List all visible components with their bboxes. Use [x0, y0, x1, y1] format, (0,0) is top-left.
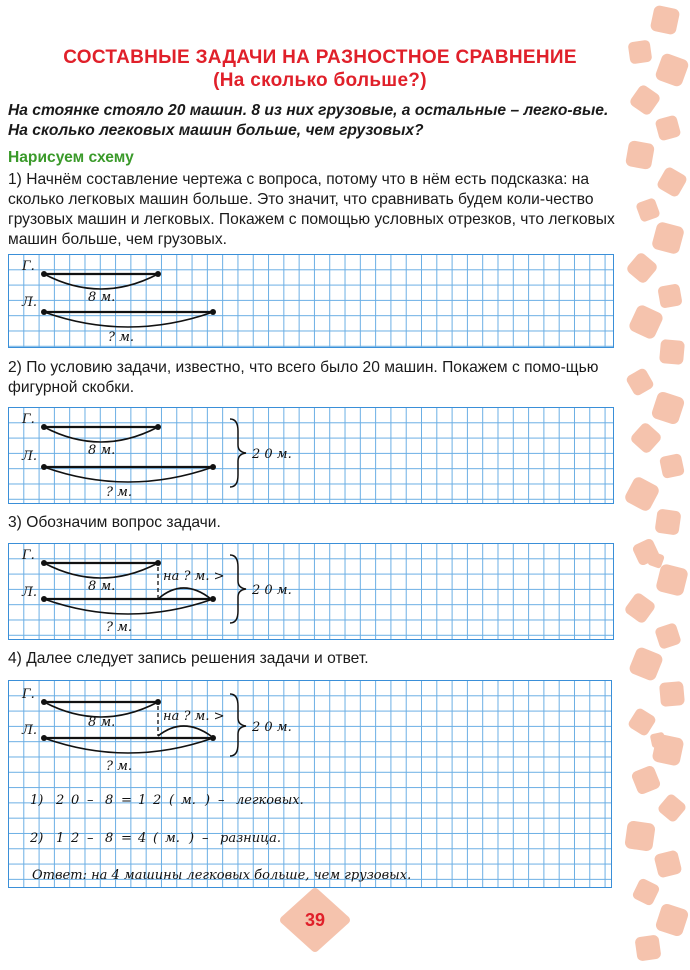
trucks-value: 8 м.: [88, 290, 116, 305]
sol-token: 1: [56, 831, 65, 846]
diagram-1: [8, 254, 614, 348]
question-arc: [158, 726, 211, 736]
total-brace: [230, 555, 246, 623]
decor-square: [650, 390, 685, 425]
decor-square: [655, 563, 689, 597]
decor-square: [654, 622, 682, 650]
total-brace: [230, 419, 246, 487]
sol-token: легковых.: [236, 793, 304, 808]
label-cars: Л.: [22, 585, 37, 600]
answer-line: Ответ: на 4 машины легковых больше, чем грузовых.: [32, 868, 412, 883]
step-2-text: 2) По условию задачи, известно, что всего было 20 машин. Покажем с помо-щью фигурной скобки.: [8, 359, 599, 396]
decor-square: [654, 232, 670, 248]
label-trucks: Г.: [22, 548, 35, 563]
decor-square: [629, 421, 663, 455]
label-trucks: Г.: [22, 259, 35, 274]
question-label: на ? м. >: [163, 569, 225, 584]
sol-token: 1): [30, 793, 44, 808]
sol-token: –: [87, 831, 94, 846]
sol-token: м.: [181, 793, 196, 808]
decor-square: [659, 339, 685, 365]
label-cars: Л.: [22, 449, 37, 464]
decor-square: [631, 877, 660, 906]
decor-square: [625, 251, 659, 285]
total-value: 2 0 м.: [252, 583, 292, 598]
step-3-text: 3) Обозначим вопрос задачи.: [8, 514, 221, 531]
decor-square: [659, 453, 685, 479]
question-label: на ? м. >: [163, 709, 225, 724]
step-1-text: 1) Начнём составление чертежа с вопроса, потому что в нём есть подсказка: на сколько легковых машин больше. Это значит, что сравнивать будем коли-чество грузовых машин и легковых. Покажем с помощью условных отрезков, что легковых машин больше, чем грузовых.: [8, 171, 615, 248]
decor-square: [625, 140, 655, 170]
sol-token: =: [121, 793, 132, 808]
decor-square: [654, 52, 690, 88]
decor-square: [656, 166, 689, 199]
sol-token: (: [169, 793, 175, 808]
sol-token: 8: [105, 831, 114, 846]
total-value: 2 0 м.: [252, 447, 292, 462]
label-trucks: Г.: [22, 412, 35, 427]
sol-token: 0: [71, 793, 80, 808]
cars-value: ? м.: [106, 620, 133, 635]
decor-square: [635, 197, 661, 223]
trucks-value: 8 м.: [88, 579, 116, 594]
decor-square: [623, 475, 661, 513]
decor-square: [627, 707, 657, 737]
diagram-3: [8, 543, 614, 640]
sol-token: –: [87, 793, 94, 808]
sol-token: 2: [153, 793, 162, 808]
cars-value: ? м.: [106, 485, 133, 500]
cars-arc: [44, 467, 213, 482]
total-value: 2 0 м.: [252, 720, 292, 735]
subheading: Нарисуем схему: [8, 149, 134, 166]
step-4-text: 4) Далее следует запись решения задачи и ответ.: [8, 650, 369, 667]
decor-square: [630, 764, 661, 795]
sol-token: 4: [138, 831, 147, 846]
label-cars: Л.: [22, 295, 37, 310]
sol-token: м.: [165, 831, 180, 846]
cars-arc: [44, 599, 213, 614]
decor-square: [628, 646, 664, 682]
sol-token: 2: [71, 831, 80, 846]
decor-square: [628, 83, 661, 116]
sol-token: разница.: [220, 831, 282, 846]
trucks-value: 8 м.: [88, 715, 116, 730]
decor-square: [627, 303, 664, 340]
problem-text: На стоянке стояло 20 машин. 8 из них грузовые, а остальные – легко-вые. На сколько легковых машин больше, чем грузовых?: [8, 102, 609, 139]
trucks-arc: [44, 274, 158, 289]
title-line-2: (На сколько больше?): [213, 70, 427, 91]
decor-square: [650, 5, 681, 36]
page-title: [40, 46, 600, 92]
decor-square: [657, 793, 688, 824]
title-line-1: СОСТАВНЫЕ ЗАДАЧИ НА РАЗНОСТНОЕ СРАВНЕНИЕ: [63, 47, 577, 68]
decor-square: [659, 681, 685, 707]
sol-token: 2): [30, 831, 44, 846]
decor-square: [654, 902, 689, 937]
decor-square: [657, 283, 682, 308]
solution-line-2: [30, 831, 281, 846]
sol-token: (: [153, 831, 159, 846]
sol-token: 1: [138, 793, 147, 808]
sol-token: ): [205, 793, 211, 808]
label-trucks: Г.: [22, 687, 35, 702]
decor-square: [655, 115, 682, 142]
label-cars: Л.: [22, 723, 37, 738]
cars-value: ? м.: [108, 330, 135, 345]
decor-square: [654, 508, 681, 535]
total-brace: [230, 694, 246, 756]
decor-square: [628, 40, 653, 65]
cars-arc: [44, 738, 213, 753]
diagram-2: [8, 407, 614, 504]
diagram-4: [8, 680, 612, 888]
page-number: 39: [304, 909, 326, 930]
solution-line-1: [30, 793, 304, 808]
decor-square: [624, 820, 656, 852]
sol-token: =: [121, 831, 132, 846]
trucks-arc: [44, 563, 158, 578]
decor-square: [625, 367, 655, 397]
decor-square: [653, 849, 682, 878]
cars-value: ? м.: [106, 759, 133, 774]
cars-arc: [44, 312, 213, 327]
decor-square: [634, 934, 661, 961]
question-arc: [158, 588, 211, 599]
trucks-arc: [44, 427, 158, 442]
sol-token: 8: [105, 793, 114, 808]
sol-token: –: [202, 831, 209, 846]
sol-token: –: [218, 793, 225, 808]
trucks-value: 8 м.: [88, 443, 116, 458]
decor-square: [650, 732, 667, 749]
decor-square: [623, 591, 657, 625]
sol-token: ): [189, 831, 195, 846]
sol-token: 2: [56, 793, 65, 808]
